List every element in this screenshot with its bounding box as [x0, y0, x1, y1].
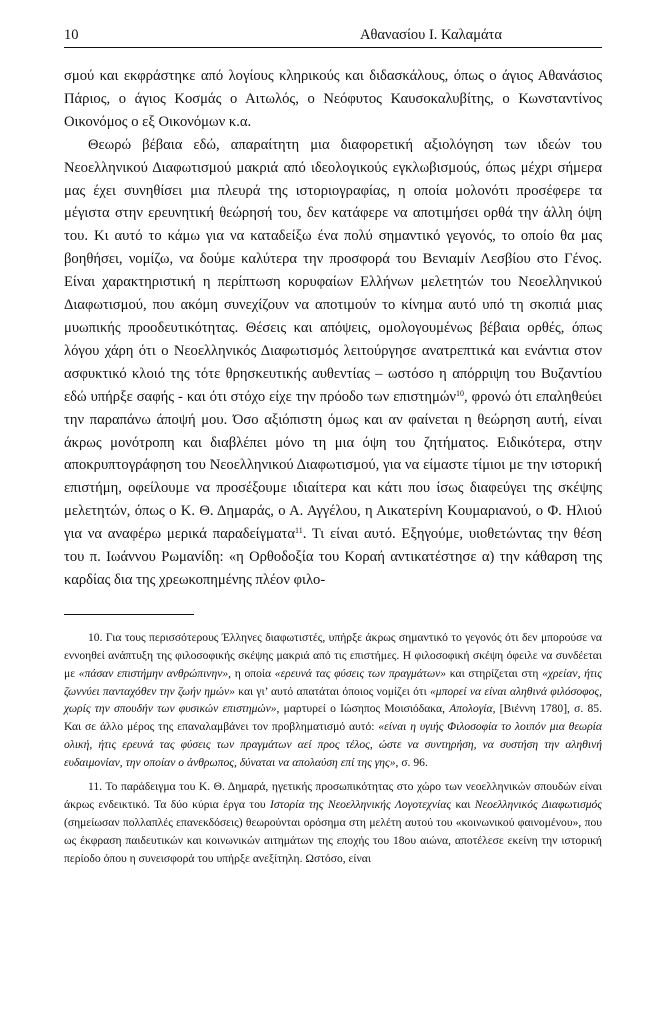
footnote-text: , σ. 96. — [395, 756, 428, 770]
footnote-text: και — [451, 798, 475, 811]
footnote-quote: «πάσαν επιστήμην ανθρώπινην» — [78, 666, 229, 680]
footnote-10 — [64, 629, 602, 772]
footnote-text: , μαρτυρεί ο Ιώσηπος Μοισιόδακα, — [276, 702, 450, 716]
footnote-text: , [Βιέννη 1780], σ. 85. Και σε άλλο μέρος της επαναλαμβάνει τον προβληματισμό αυτό: — [64, 702, 602, 734]
footnote-quote: «χρείαν, ήτις ζωννύει πανταχόθεν την ζωήν ημών» — [64, 666, 602, 698]
book-page — [64, 26, 602, 868]
footnote-11 — [64, 778, 602, 868]
paragraph-text: , φρονώ ότι επαληθεύει την παραπάνω άποψή μου. Όσο αξιόπιστη όμως και αν φαίνεται η θεώρηση αυτή, είναι άκρως μονότροπη και διαβλέπει μόνο τη μια όψη του ζητήματος. Ειδικότερα, στην αποκρυπτογράφηση του Νεοελληνικού Διαφωτισμού, για να είμαστε τίμιοι με την ιστορική επιστήμη, οφείλουμε να προσέξουμε ιδιαίτερα και κάτι που ίσως διαφεύγει της σκέψης μελετητών, όπως ο Κ. Θ. Δημαράς, ο Α. Αγγέλου, η Αικατερίνη Κουμαριανού, ο Φ. Ηλιού για να αναφέρω μερικά παραδείγματα — [64, 388, 602, 543]
footnote-text: 10. Για τους περισσότερους Έλληνες διαφωτιστές, υπήρξε άκρως σημαντικό το γεγονός ότι δεν μπορούσε να εννοηθεί ανάπτυξη της φιλοσοφικής σκέψης μακριά από τις επιστήμες. Η φιλοσοφική σκέψη όφειλε να συνδέεται με — [64, 630, 602, 680]
paragraph-text: . Τι είναι αυτό. Εξηγούμε, υιοθετώντας την θέση του π. Ιωάννου Ρωμανίδη: «η Ορθοδοξία του Κοραή αντικατέστησε α) την κάθαρση της καρδίας δια της χρεωκοπημένης πλέον φιλο- — [64, 526, 602, 588]
footnote-text: και γι’ αυτό απατάται όποιος νομίζει ότι — [234, 684, 430, 698]
running-title: Αθανασίου Ι. Καλαμάτα — [360, 27, 502, 43]
footnote-quote: «είναι η υγιής Φιλοσοφία το λοιπόν μια θεωρία ολική, ήτις ερευνά τας φύσεις των πραγμάτων αεί προς τέλος, ώστε να συντηρήση, να συστήση την αληθινή ευδαιμονίαν, την οποίαν ο άνθρωπος, δύναται να απολαύση επί της γης» — [64, 720, 602, 770]
footnote-quote: «μπορεί να είναι αληθινά φιλόσοφος, χωρίς την σπουδήν των φυσικών επιστημών» — [64, 684, 602, 716]
footnote-book-title: Απολογία — [449, 702, 493, 716]
footnote-book-title: Ιστορία της Νεοελληνικής Λογοτεχνίας — [270, 798, 452, 811]
footnote-ref-10[interactable]: 10 — [456, 388, 465, 398]
footnote-text: (σημείωσαν πολλαπλές επανεκδόσεις) θεωρούνται ορόσημα στη μελέτη αυτού του «κοινωνικού φαινομένου», που ως έκφραση παιδευτικών και κοινωνικών αιτημάτων της εποχής του 18ου αιώνα, αποτέλεσε εκείνη την ιστορική περίοδο όπου η συνεισφορά του υπήρξε ανεξίτηλη. Ωστόσο, είναι — [64, 815, 602, 865]
footnote-divider — [64, 614, 194, 615]
paragraph-continued: σμού και εκφράστηκε από λογίους κληρικούς και διδασκάλους, όπως ο άγιος Αθανάσιος Πάριος, ο άγιος Κοσμάς ο Αιτωλός, ο Νεόφυτος Καυσοκαλυβίτης, ο Κωνσταντίνος Οικονόμος ο εξ Οικονόμων κ.α. — [64, 68, 602, 130]
footnote-ref-11[interactable]: 11 — [295, 526, 303, 536]
paragraph — [64, 134, 602, 592]
footnotes — [64, 629, 602, 868]
main-text — [64, 65, 602, 592]
footnote-text: και στηρίζεται στη — [446, 666, 543, 680]
footnote-text: , η οποία — [228, 666, 275, 680]
running-header — [64, 26, 602, 48]
page-number: 10 — [64, 27, 79, 43]
footnote-quote: «ερευνά τας φύσεις των πραγμάτων» — [274, 666, 447, 680]
footnote-text: 11. Το παράδειγμα του Κ. Θ. Δημαρά, ηγετικής προσωπικότητας στο χώρο των νεοελληνικών σπουδών είναι άκρως ενδεικτικό. Τα δύο κύρια έργα του — [64, 780, 602, 811]
footnote-book-title: Νεοελληνικός Διαφωτισμός — [474, 798, 603, 811]
paragraph-text: Θεωρώ βέβαια εδώ, απαραίτητη μια διαφορετική αξιολόγηση των ιδεών του Νεοελληνικού Διαφωτισμού μακριά από ιδεολογικούς εγκλωβισμούς, όπως μέχρι σήμερα μας έχει συνηθίσει μια πλευρά της ιστοριογραφίας, η οποία μολονότι προσέφερε τα μέγιστα στην ερευνητική θεώρησή του, δεν κατάφερε να αποτιμήσει ορθά την άλλη όψη του. Κι αυτό το κάμω για να καταδείξω ένα πολύ σημαντικό γεγονός, το οποίο θα μας βοηθήσει, νομίζω, να δούμε καλύτερα την προσφορά του Βενιαμίν Λεσβίου στο Γένος. Είναι χαρακτηριστική η περίπτωση κορυφαίων Ελλήνων μελετητών του Νεοελληνικού Διαφωτισμού, που ακόμη συνεχίζουν να αποτιμούν το κίνημα αυτό υπό τη σκοπιά μιας μυωπικής προοδευτικότητας. Θέσεις και απόψεις, ομολογουμένως βέβαια ορθές, όπως λόγου χάρη ότι ο Νεοελληνικός Διαφωτισμός λειτούργησε ανατρεπτικά και ενάντια στον ασφυκτικό κλοιό της τότε θρησκευτικής αυθεντίας – ωστόσο η απόρριψη του Βυζαντίου εδώ υπήρξε σαφής - και ότι στόχο είχε την πρόοδο των επιστημών — [64, 136, 602, 405]
